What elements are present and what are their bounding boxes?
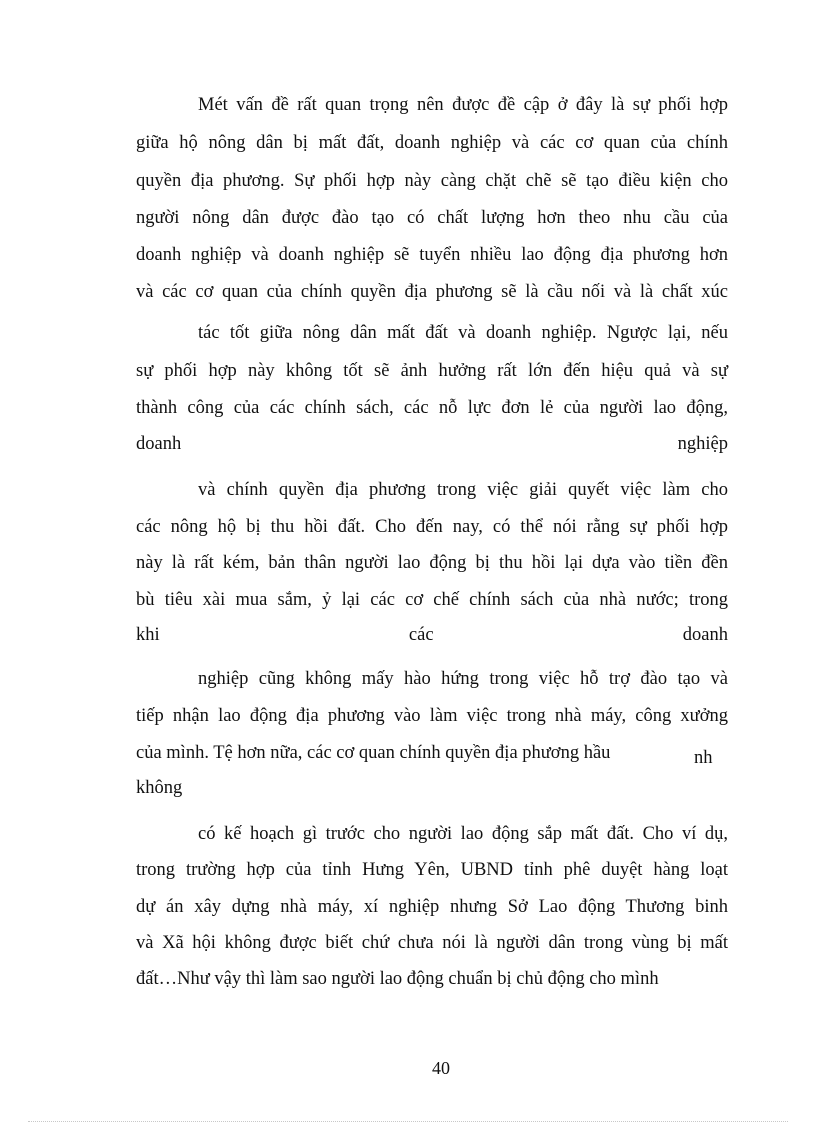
text-line: tiếp nhận lao động địa phương vào làm việc trong nhà máy, công xưởng (136, 706, 728, 726)
spread-word: nghiệp (677, 434, 728, 454)
text-line: không (136, 778, 183, 798)
spread-word: các (408, 625, 434, 645)
text-line: thành công của các chính sách, các nỗ lực đơn lẻ của người lao động, (136, 398, 728, 418)
text-line: quyền địa phương. Sự phối hợp này càng chặt chẽ sẽ tạo điều kiện cho (136, 171, 728, 191)
text-line: đất…Như vậy thì làm sao người lao động chuẩn bị chủ động cho mình (136, 969, 659, 989)
stray-fragment: nh (694, 748, 713, 768)
page-bottom-divider (28, 1121, 788, 1122)
text-line: của mình. Tệ hơn nữa, các cơ quan chính quyền địa phương hầu (136, 743, 611, 763)
text-line: người nông dân được đào tạo có chất lượng hơn theo nhu cầu của (136, 208, 728, 228)
text-line: bù tiêu xài mua sắm, ỷ lại các cơ chế chính sách của nhà nước; trong (136, 590, 728, 610)
spread-line (136, 623, 728, 647)
text-line: nghiệp cũng không mấy hào hứng trong việc hỗ trợ đào tạo và (198, 669, 728, 689)
page-number: 40 (432, 1058, 450, 1078)
text-line: và các cơ quan của chính quyền địa phương sẽ là cầu nối và là chất xúc (136, 282, 728, 302)
text-line: Mét vấn đề rất quan trọng nên được đề cập ở đây là sự phối hợp (198, 95, 728, 115)
spread-word: doanh (682, 625, 728, 645)
spread-word: khi (136, 625, 160, 645)
text-line: này là rất kém, bản thân người lao động bị thu hồi lại dựa vào tiền đền (136, 553, 728, 573)
spread-word: doanh (136, 434, 182, 454)
text-line: dự án xây dựng nhà máy, xí nghiệp nhưng Sở Lao động Thương binh (136, 897, 728, 917)
text-line: có kế hoạch gì trước cho người lao động sắp mất đất. Cho ví dụ, (198, 824, 728, 844)
text-line: tác tốt giữa nông dân mất đất và doanh nghiệp. Ngược lại, nếu (198, 323, 728, 343)
text-line: giữa hộ nông dân bị mất đất, doanh nghiệp và các cơ quan của chính (136, 133, 728, 153)
text-line: và chính quyền địa phương trong việc giải quyết việc làm cho (198, 480, 728, 500)
text-line: trong trường hợp của tỉnh Hưng Yên, UBND tỉnh phê duyệt hàng loạt (136, 860, 728, 880)
text-line: và Xã hội không được biết chứ chưa nói là người dân trong vùng bị mất (136, 933, 728, 953)
text-line: các nông hộ bị thu hồi đất. Cho đến nay, có thể nói rằng sự phối hợp (136, 517, 728, 537)
spread-line (136, 432, 728, 456)
text-line: sự phối hợp này không tốt sẽ ảnh hưởng rất lớn đến hiệu quả và sự (136, 361, 728, 381)
text-line: doanh nghiệp và doanh nghiệp sẽ tuyển nhiều lao động địa phương hơn (136, 245, 728, 265)
